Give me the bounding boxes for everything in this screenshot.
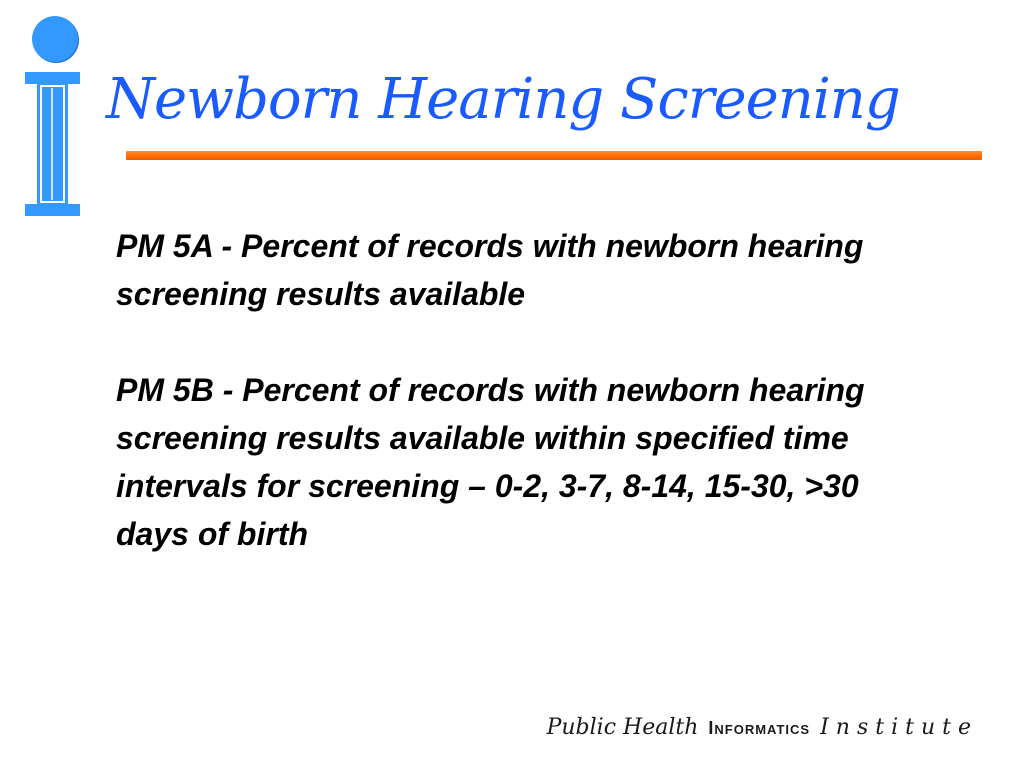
footer-brand-part3: Institute — [820, 715, 978, 740]
footer-brand-part1: Public Health — [546, 715, 699, 740]
footer-brand-part2: Informatics — [708, 718, 811, 738]
pm5b-text: PM 5B - Percent of records with newborn hearing screening results available within specified time intervals for screening – 0-2, 3-7, 8-14, 15-30, >30 days of birth — [116, 372, 865, 552]
info-i-icon — [22, 16, 88, 218]
info-i-stem — [22, 72, 88, 218]
title-divider — [126, 151, 982, 160]
slide-body — [116, 222, 916, 558]
info-i-dot — [32, 16, 78, 62]
pm5a-text: PM 5A - Percent of records with newborn hearing screening results available — [116, 228, 864, 312]
footer-brand — [547, 712, 978, 746]
slide-title: Newborn Hearing Screening — [106, 67, 900, 132]
